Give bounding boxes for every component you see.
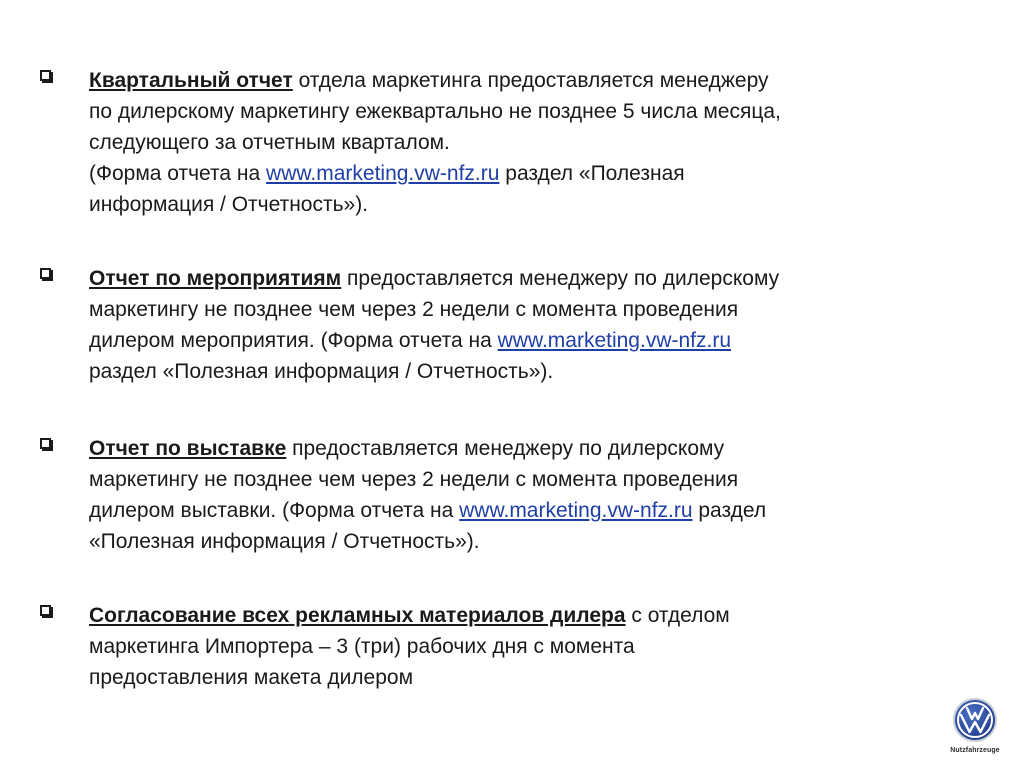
item-text <box>89 433 949 557</box>
item-heading: Отчет по выставке <box>89 437 287 460</box>
item-text-segment: предоставления макета дилером <box>89 666 414 689</box>
item-heading: Квартальный отчет <box>89 69 293 92</box>
item-text-segment: информация / Отчетность»). <box>89 193 369 216</box>
vw-logo-icon <box>946 695 1004 745</box>
checkbox-bullet-icon <box>40 70 51 81</box>
item-text <box>89 600 949 693</box>
marketing-site-link[interactable]: www.marketing.vw-nfz.ru <box>266 162 500 185</box>
checkbox-bullet-icon <box>40 268 51 279</box>
item-text-segment: отдела маркетинга предоставляется менеджеру <box>292 69 769 92</box>
marketing-site-link[interactable]: www.marketing.vw-nfz.ru <box>459 499 693 522</box>
item-text-segment: раздел «Полезная информация / Отчетность»). <box>89 360 554 383</box>
item-text <box>89 263 949 387</box>
item-text-segment: маркетингу не позднее чем через 2 недели с момента проведения <box>89 468 739 491</box>
marketing-site-link[interactable]: www.marketing.vw-nfz.ru <box>497 329 731 352</box>
item-text-segment: маркетинга Импортера – 3 (три) рабочих дня с момента <box>89 635 635 658</box>
item-heading: Согласование всех рекламных материалов дилера <box>89 604 626 627</box>
item-text-segment: следующего за отчетным кварталом. <box>89 131 450 154</box>
logo-caption: Nutzfahrzeuge <box>950 747 1000 754</box>
vw-logo <box>946 695 1004 763</box>
item-text-segment: дилером выставки. (Форма отчета на <box>89 499 460 522</box>
item-text-segment: по дилерскому маркетингу ежеквартально не позднее 5 числа месяца, <box>89 100 781 123</box>
item-text <box>89 65 949 220</box>
item-text-segment: «Полезная информация / Отчетность»). <box>89 530 480 553</box>
item-text-segment: предоставляется менеджеру по дилерскому <box>286 437 725 460</box>
item-text-segment: дилером мероприятия. (Форма отчета на <box>89 329 498 352</box>
item-text-segment: с отделом <box>625 604 730 627</box>
checkbox-bullet-icon <box>40 438 51 449</box>
item-text-segment: раздел <box>692 499 767 522</box>
item-text-segment: предоставляется менеджеру по дилерскому <box>341 267 780 290</box>
item-text-segment: (Форма отчета на <box>89 162 267 185</box>
item-heading: Отчет по мероприятиям <box>89 267 342 290</box>
item-text-segment: маркетингу не позднее чем через 2 недели с момента проведения <box>89 298 739 321</box>
item-text-segment: раздел «Полезная <box>499 162 685 185</box>
checkbox-bullet-icon <box>40 605 51 616</box>
